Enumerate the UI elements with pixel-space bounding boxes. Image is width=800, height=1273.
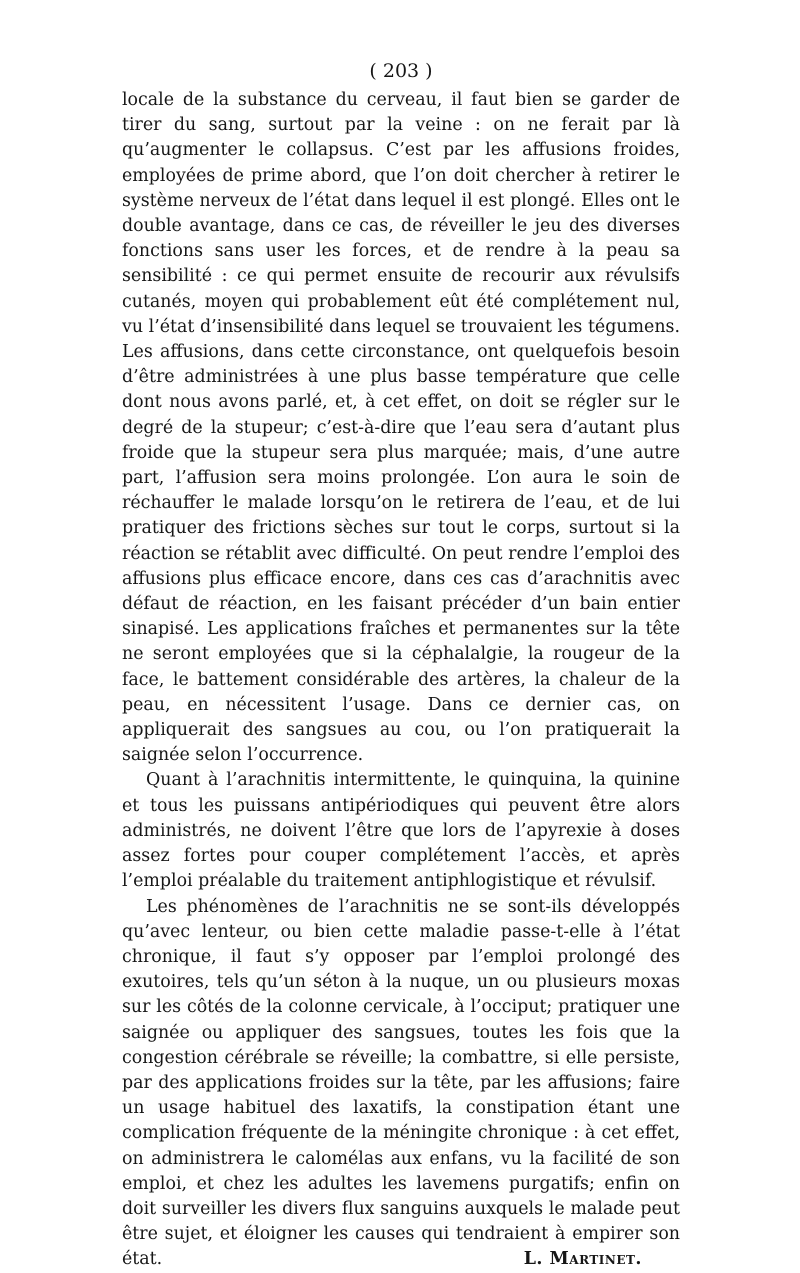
document-page — [122, 58, 680, 1273]
paragraph-chronic-arachnitis: Les phénomènes de l’arachnitis ne se sont-ils développés qu’avec lenteur, ou bien cette maladie passe-t-elle à l’état chronique, il faut s’y opposer par l’emploi prolongé des exutoires, tels qu’un séton à la nuque, un ou plusieurs moxas sur les côtés de la colonne cervicale, à l’occiput; pratiquer une saignée ou appliquer des sangsues, toutes les fois que la congestion cérébrale se réveille; la combattre, si elle persiste, par des applications froides sur la tête, par les affusions; faire un usage habituel des laxatifs, la constipation étant une complication fréquente de la méningite chronique : à cet effet, on administrera le calomélas aux enfans, vu la facilité de son emploi, et chez les adultes les lavemens purgatifs; enfin on doit surveiller les divers flux sanguins auxquels le malade peut être sujet, et éloigner les causes qui tendraient à empirer son état. — [122, 896, 680, 1270]
author-signature: L. Martinet. — [523, 1249, 642, 1270]
paragraph-intermittent-arachnitis: Quant à l’arachnitis intermittente, le quinquina, la quinine et tous les puissans antipériodiques qui peuvent être alors administrés, ne doivent l’être que lors de l’apyrexie à doses assez fortes pour couper complétement l’accès, et après l’emploi préalable du traitement antiphlogistique et révulsif. — [122, 770, 680, 892]
paragraph-continued: locale de la substance du cerveau, il faut bien se garder de tirer du sang, surtout par la veine : on ne ferait par là qu’augmenter le collapsus. C’est par les affusions froides, employées de prime abord, que l’on doit chercher à retirer le système nerveux de l’état dans lequel il est plongé. Elles ont le double avantage, dans ce cas, de réveiller le jeu des diverses fonctions sans user les forces, et de rendre à la peau sa sensibilité : ce qui permet ensuite de recourir aux révulsifs cutanés, moyen qui probablement eût été complétement nul, vu l’état d’insensibilité dans lequel se trouvaient les tégumens. Les affusions, dans cette circonstance, ont quelquefois besoin d’être administrées à une plus basse température que celle dont nous avons parlé, et, à cet effet, on doit se régler sur le degré de la stupeur; c’est-à-dire que l’eau sera d’autant plus froide que la stupeur sera plus marquée; mais, d’une autre part, l’affusion sera moins prolongée. L’on aura le soin de réchauffer le malade lorsqu’on le retirera de l’eau, et de lui pratiquer des frictions sèches sur tout le corps, surtout si la réaction se rétablit avec difficulté. On peut rendre l’emploi des affusions plus efficace encore, dans ces cas d’arachnitis avec défaut de réaction, en les faisant précéder d’un bain entier sinapisé. Les applications fraîches et permanentes sur la tête ne seront employées que si la céphalalgie, la rougeur de la face, le battement considérable des artères, la chaleur de la peau, en nécessitent l’usage. Dans ce dernier cas, on appliquerait des sangsues au cou, ou l’on pratiquerait la saignée selon l’occurrence. — [122, 90, 680, 766]
page-number: ( 203 ) — [369, 60, 433, 82]
closing-paragraph-block — [122, 895, 680, 1273]
